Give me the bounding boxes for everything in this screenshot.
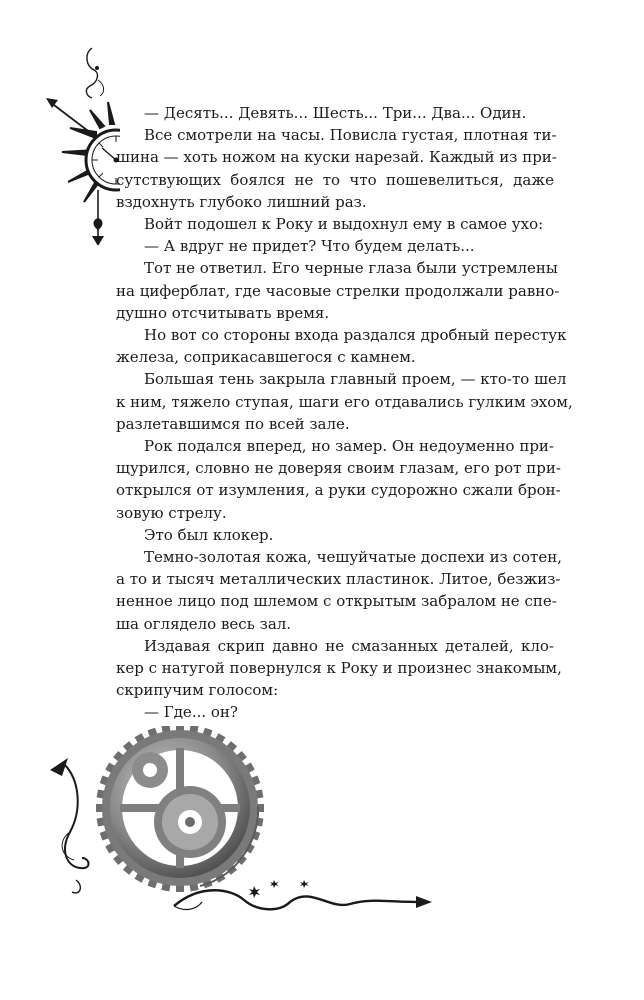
paragraph [116, 546, 562, 635]
paragraph [116, 257, 560, 324]
text-line: на циферблат, где часовые стрелки продолжали равно- [116, 281, 560, 300]
text-line: Издавая скрип давно не смазанных деталей, кло- [144, 636, 554, 655]
text-line: кер с натугой повернулся к Року и произнес знакомым, [116, 659, 562, 678]
text-line: а то и тысяч металлических пластинок. Литое, безжиз- [116, 570, 561, 589]
text-line: ша оглядело весь зал. [116, 614, 292, 633]
body-text [116, 102, 573, 724]
text-line: скрипучим голосом: [116, 681, 279, 700]
paragraph [116, 635, 562, 702]
text-line: — Десять... Девять... Шесть... Три... Два... Один. [144, 104, 527, 122]
paragraph [116, 213, 554, 235]
paragraph [116, 435, 561, 524]
text-line: к ним, тяжело ступая, шаги его отдавались гулким эхом, [116, 392, 573, 411]
text-line: Большая тень закрыла главный проем, — кто-то шел [144, 370, 567, 389]
text-line: Это был клокер. [144, 525, 274, 544]
text-line: разлетавшимся по всей зале. [116, 414, 350, 433]
text-line: — А вдруг не придет? Что будем делать... [144, 237, 475, 256]
text-line: ненное лицо под шлемом с открытым забралом не спе- [116, 592, 557, 611]
swirl-arrow-ornament-icon [170, 872, 440, 922]
text-line: Войт подошел к Року и выдохнул ему в самое ухо: [144, 215, 544, 234]
text-line: щурился, словно не доверяя своим глазам, его рот при- [116, 459, 561, 478]
paragraph [116, 701, 554, 723]
text-line: Темно-золотая кожа, чешуйчатые доспехи из сотен, [144, 548, 562, 567]
text-line: шина — хоть ножом на куски нарезай. Каждый из при- [116, 148, 557, 167]
text-line: открылся от изумления, а руки судорожно сжали брон- [116, 481, 561, 500]
paragraph [116, 524, 554, 546]
clockwork-gear-ornament-icon [90, 726, 280, 896]
compass-sun-ornament-icon [40, 40, 120, 245]
text-line: Рок подался вперед, но замер. Он недоуменно при- [144, 437, 554, 456]
text-line: сутствующих боялся не то что пошевелиться, даже [116, 170, 554, 189]
text-line: душно отсчитывать время. [116, 303, 330, 322]
text-line: железа, соприкасавшегося с камнем. [116, 348, 416, 367]
text-line: Тот не ответил. Его черные глаза были устремлены [144, 259, 558, 278]
text-line: Но вот со стороны входа раздался дробный перестук [144, 326, 567, 345]
text-line: вздохнуть глубоко лишний раз. [116, 192, 367, 211]
paragraph [116, 324, 567, 368]
text-line: Все смотрели на часы. Повисла густая, плотная ти- [144, 126, 557, 145]
text-line: зовую стрелу. [116, 503, 227, 522]
text-line: — Где... он? [144, 703, 238, 722]
paragraph [116, 368, 573, 435]
paragraph [116, 124, 557, 213]
paragraph [116, 102, 554, 124]
paragraph [116, 235, 554, 257]
